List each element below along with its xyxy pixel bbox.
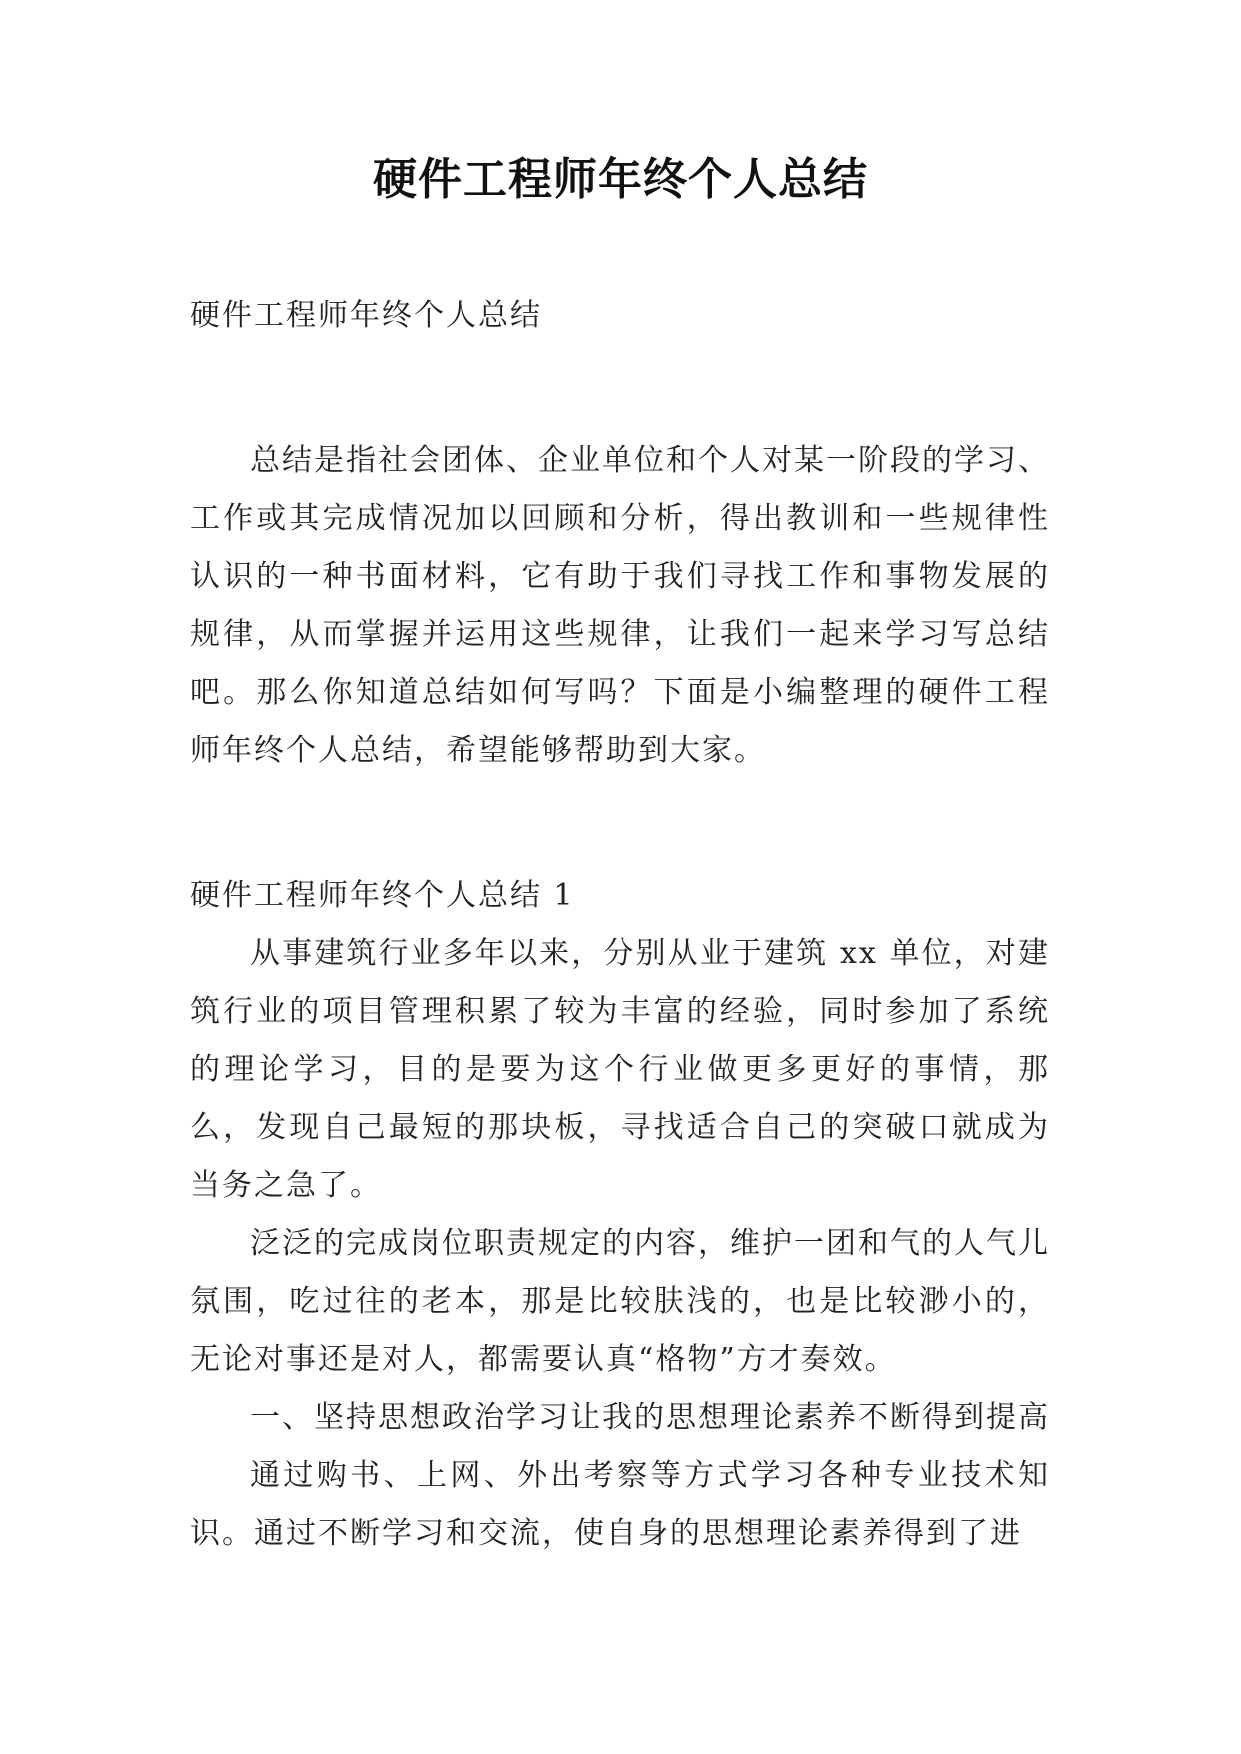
body-paragraph: 从事建筑行业多年以来，分别从业于建筑 xx 单位，对建筑行业的项目管理积累了较为丰富的经验，同时参加了系统的理论学习，目的是要为这个行业做更多更好的事情，那么，发现自己最短的那块板，寻找适合自己的突破口就成为当务之急了。 [190,936,1050,1203]
document-subtitle: 硬件工程师年终个人总结 [190,298,542,333]
document-body [190,287,1050,1563]
section-point-heading: 一、坚持思想政治学习让我的思想理论素养不断得到提高 [250,1400,1050,1435]
spacer [190,345,1050,432]
spacer [190,780,1050,867]
document-title: 硬件工程师年终个人总结 [373,154,868,205]
section-heading: 硬件工程师年终个人总结 1 [190,878,575,913]
intro-paragraph: 总结是指社会团体、企业单位和个人对某一阶段的学习、工作或其完成情况加以回顾和分析，得出教训和一些规律性认识的一种书面材料，它有助于我们寻找工作和事物发展的规律，从而掌握并运用这些规律，让我们一起来学习写总结吧。那么你知道总结如何写吗？下面是小编整理的硬件工程师年终个人总结，希望能够帮助到大家。 [190,443,1050,768]
body-paragraph: 泛泛的完成岗位职责规定的内容，维护一团和气的人气儿氛围，吃过往的老本，那是比较肤浅的，也是比较渺小的，无论对事还是对人，都需要认真“格物”方才奏效。 [190,1226,1050,1377]
body-paragraph: 通过购书、上网、外出考察等方式学习各种专业技术知识。通过不断学习和交流，使自身的思想理论素养得到了进 [190,1458,1050,1551]
